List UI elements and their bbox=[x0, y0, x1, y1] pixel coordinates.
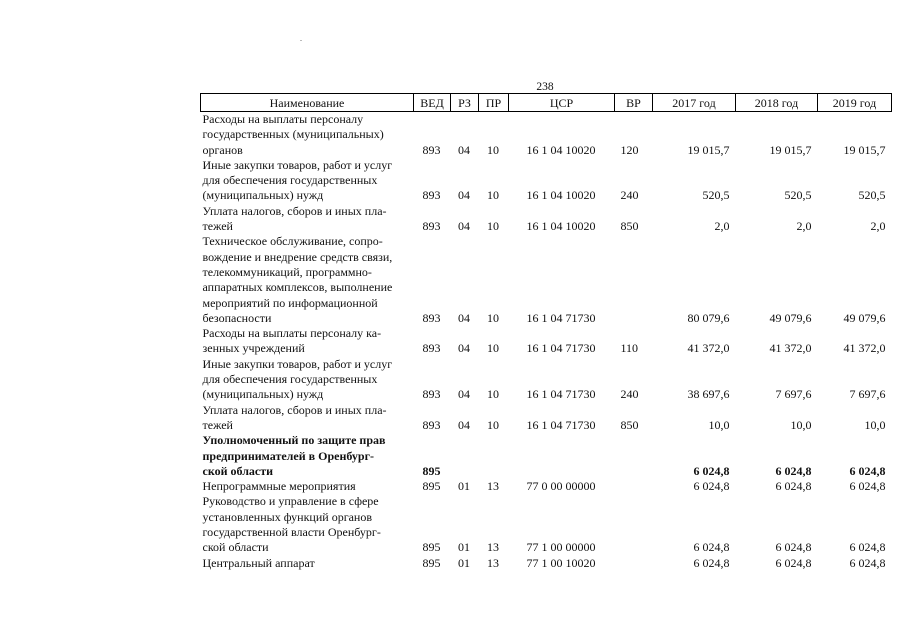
cell-name bbox=[201, 433, 414, 479]
cell-csr: 16 1 04 71730 bbox=[526, 387, 596, 402]
cell-ved: 893 bbox=[422, 219, 441, 234]
cell-csr: 16 1 04 10020 bbox=[526, 188, 596, 203]
cell-2017: 6 024,8 bbox=[693, 540, 730, 555]
cell-ved: 893 bbox=[422, 310, 441, 325]
cell-ved: 893 bbox=[422, 341, 441, 356]
header-pr: ПР bbox=[479, 94, 509, 112]
cell-pr: 10 bbox=[487, 387, 499, 402]
header-ved: ВЕД bbox=[414, 94, 451, 112]
cell-2017: 19 015,7 bbox=[687, 142, 730, 157]
name-line: Непрограммные мероприятия bbox=[202, 479, 356, 494]
name-line: тежей bbox=[202, 219, 233, 234]
header-csr: ЦСР bbox=[509, 94, 615, 112]
cell-pr: 10 bbox=[487, 219, 499, 234]
cell-2019: 6 024,8 bbox=[849, 540, 886, 555]
cell-2018: 41 372,0 bbox=[769, 341, 812, 356]
cell-vr: 110 bbox=[620, 341, 639, 356]
cell-vr bbox=[615, 234, 653, 326]
name-line: безопасности bbox=[202, 310, 272, 325]
cell-ved: 893 bbox=[422, 142, 441, 157]
cell-name bbox=[201, 494, 414, 555]
page-number: 238 bbox=[536, 81, 554, 93]
cell-name bbox=[201, 204, 414, 235]
cell-2019: 6 024,8 bbox=[849, 479, 886, 494]
cell-2018: 6 024,8 bbox=[775, 479, 812, 494]
cell-ved: 895 bbox=[422, 479, 441, 494]
cell-csr: 16 1 04 71730 bbox=[526, 417, 596, 432]
cell-2017: 80 079,6 bbox=[687, 310, 730, 325]
cell-2019: 49 079,6 bbox=[843, 310, 886, 325]
cell-rz bbox=[451, 433, 479, 479]
header-name: Наименование bbox=[201, 94, 414, 112]
name-line: государственных (муниципальных) bbox=[202, 127, 384, 142]
cell-vr bbox=[615, 479, 653, 494]
cell-2018: 49 079,6 bbox=[769, 310, 812, 325]
cell-csr: 16 1 04 10020 bbox=[526, 219, 596, 234]
cell-name bbox=[201, 556, 414, 571]
cell-2019: 6 024,8 bbox=[849, 555, 886, 570]
cell-ved: 895 bbox=[422, 555, 441, 570]
name-line: ской области bbox=[202, 540, 269, 555]
cell-csr: 77 0 00 00000 bbox=[526, 479, 596, 494]
name-line: установленных функций органов bbox=[202, 509, 373, 524]
cell-csr: 77 1 00 00000 bbox=[526, 540, 596, 555]
name-line: Уплата налогов, сборов и иных пла- bbox=[202, 402, 387, 417]
cell-2017: 2,0 bbox=[714, 219, 730, 234]
cell-pr: 13 bbox=[487, 479, 499, 494]
cell-vr: 850 bbox=[620, 417, 639, 432]
cell-rz: 04 bbox=[458, 219, 470, 234]
cell-2019: 2,0 bbox=[870, 219, 886, 234]
cell-rz: 04 bbox=[458, 188, 470, 203]
cell-2017: 10,0 bbox=[708, 417, 730, 432]
cell-pr: 10 bbox=[487, 188, 499, 203]
table-row bbox=[201, 494, 892, 555]
cell-pr: 10 bbox=[487, 142, 499, 157]
cell-vr: 120 bbox=[620, 142, 639, 157]
budget-table bbox=[200, 93, 892, 571]
cell-2017: 520,5 bbox=[702, 188, 730, 203]
name-line: мероприятий по информационной bbox=[202, 295, 378, 310]
name-line: Центральный аппарат bbox=[202, 555, 315, 570]
cell-ved: 895 bbox=[422, 540, 441, 555]
cell-ved: 893 bbox=[422, 188, 441, 203]
cell-2018: 10,0 bbox=[790, 417, 812, 432]
cell-csr: 16 1 04 71730 bbox=[526, 341, 596, 356]
cell-rz: 04 bbox=[458, 142, 470, 157]
name-line: (муниципальных) нужд bbox=[202, 188, 324, 203]
cell-pr bbox=[479, 433, 509, 479]
name-line: вождение и внедрение средств связи, bbox=[202, 249, 393, 264]
cell-name bbox=[201, 158, 414, 204]
table-body bbox=[201, 112, 892, 571]
name-line: тежей bbox=[202, 417, 233, 432]
cell-pr: 10 bbox=[487, 341, 499, 356]
name-line: Уплата налогов, сборов и иных пла- bbox=[202, 203, 387, 218]
cell-rz: 04 bbox=[458, 310, 470, 325]
name-line: для обеспечения государственных bbox=[202, 372, 378, 387]
cell-ved: 893 bbox=[422, 387, 441, 402]
name-line: Руководство и управление в сфере bbox=[202, 494, 379, 509]
cell-2017: 6 024,8 bbox=[693, 479, 730, 494]
cell-rz: 01 bbox=[458, 555, 470, 570]
table-row bbox=[201, 234, 892, 326]
cell-2019: 19 015,7 bbox=[843, 142, 886, 157]
name-line: предпринимателей в Оренбург- bbox=[202, 448, 375, 463]
table-row bbox=[201, 326, 892, 357]
name-line: Иные закупки товаров, работ и услуг bbox=[202, 157, 393, 172]
name-line: аппаратных комплексов, выполнение bbox=[202, 280, 393, 295]
cell-vr: 240 bbox=[620, 387, 639, 402]
header-vr: ВР bbox=[615, 94, 653, 112]
cell-2018: 19 015,7 bbox=[769, 142, 812, 157]
name-line: государственной власти Оренбург- bbox=[202, 525, 381, 540]
name-line: Техническое обслуживание, сопро- bbox=[202, 234, 383, 249]
cell-2018: 6 024,8 bbox=[775, 540, 812, 555]
cell-vr bbox=[615, 494, 653, 555]
name-line: Уполномоченный по защите прав bbox=[202, 433, 386, 448]
cell-2018: 6 024,8 bbox=[775, 555, 812, 570]
cell-csr: 16 1 04 71730 bbox=[526, 310, 596, 325]
table-row bbox=[201, 357, 892, 403]
cell-2018: 2,0 bbox=[796, 219, 812, 234]
cell-2017: 41 372,0 bbox=[687, 341, 730, 356]
name-line: (муниципальных) нужд bbox=[202, 387, 324, 402]
cell-2019: 41 372,0 bbox=[843, 341, 886, 356]
table-row bbox=[201, 556, 892, 571]
name-line: ской области bbox=[202, 463, 274, 478]
cell-rz: 04 bbox=[458, 417, 470, 432]
cell-csr: 77 1 00 10020 bbox=[526, 555, 596, 570]
cell-name bbox=[201, 326, 414, 357]
cell-rz: 04 bbox=[458, 387, 470, 402]
name-line: Расходы на выплаты персоналу bbox=[202, 112, 364, 126]
cell-pr: 13 bbox=[487, 555, 499, 570]
cell-2019: 520,5 bbox=[858, 188, 886, 203]
table-row bbox=[201, 403, 892, 434]
cell-vr bbox=[615, 433, 653, 479]
cell-2017: 38 697,6 bbox=[687, 387, 730, 402]
cell-2019: 10,0 bbox=[864, 417, 886, 432]
cell-csr bbox=[509, 433, 615, 479]
cell-2018: 520,5 bbox=[784, 188, 812, 203]
cell-rz: 01 bbox=[458, 540, 470, 555]
cell-2017: 6 024,8 bbox=[693, 555, 730, 570]
table-header bbox=[201, 94, 892, 112]
cell-name bbox=[201, 234, 414, 326]
cell-name bbox=[201, 403, 414, 434]
cell-2019: 7 697,6 bbox=[849, 387, 886, 402]
cell-name bbox=[201, 479, 414, 494]
cell-pr: 10 bbox=[487, 417, 499, 432]
cell-2017: 6 024,8 bbox=[693, 463, 730, 478]
scan-speck bbox=[300, 40, 302, 41]
name-line: органов bbox=[202, 142, 243, 157]
cell-name bbox=[201, 112, 414, 158]
cell-vr bbox=[615, 556, 653, 571]
name-line: для обеспечения государственных bbox=[202, 173, 378, 188]
name-line: зенных учреждений bbox=[202, 341, 305, 356]
table-row bbox=[201, 204, 892, 235]
cell-2019: 6 024,8 bbox=[849, 463, 886, 478]
name-line: Иные закупки товаров, работ и услуг bbox=[202, 356, 393, 371]
cell-rz: 01 bbox=[458, 479, 470, 494]
name-line: телекоммуникаций, программно- bbox=[202, 264, 372, 279]
cell-rz: 04 bbox=[458, 341, 470, 356]
cell-pr: 13 bbox=[487, 540, 499, 555]
table-row bbox=[201, 112, 892, 158]
table-row bbox=[201, 158, 892, 204]
cell-pr: 10 bbox=[487, 310, 499, 325]
table-row bbox=[201, 479, 892, 494]
cell-ved: 893 bbox=[422, 417, 441, 432]
name-line: Расходы на выплаты персоналу ка- bbox=[202, 326, 382, 341]
table-row bbox=[201, 433, 892, 479]
header-2018: 2018 год bbox=[736, 94, 818, 112]
cell-vr: 850 bbox=[620, 219, 639, 234]
cell-name bbox=[201, 357, 414, 403]
cell-ved: 895 bbox=[422, 463, 441, 478]
header-2017: 2017 год bbox=[653, 94, 736, 112]
cell-vr: 240 bbox=[620, 188, 639, 203]
cell-2018: 7 697,6 bbox=[775, 387, 812, 402]
header-row bbox=[201, 94, 892, 112]
header-2019: 2019 год bbox=[818, 94, 892, 112]
cell-csr: 16 1 04 10020 bbox=[526, 142, 596, 157]
cell-2018: 6 024,8 bbox=[775, 463, 812, 478]
header-rz: РЗ bbox=[451, 94, 479, 112]
